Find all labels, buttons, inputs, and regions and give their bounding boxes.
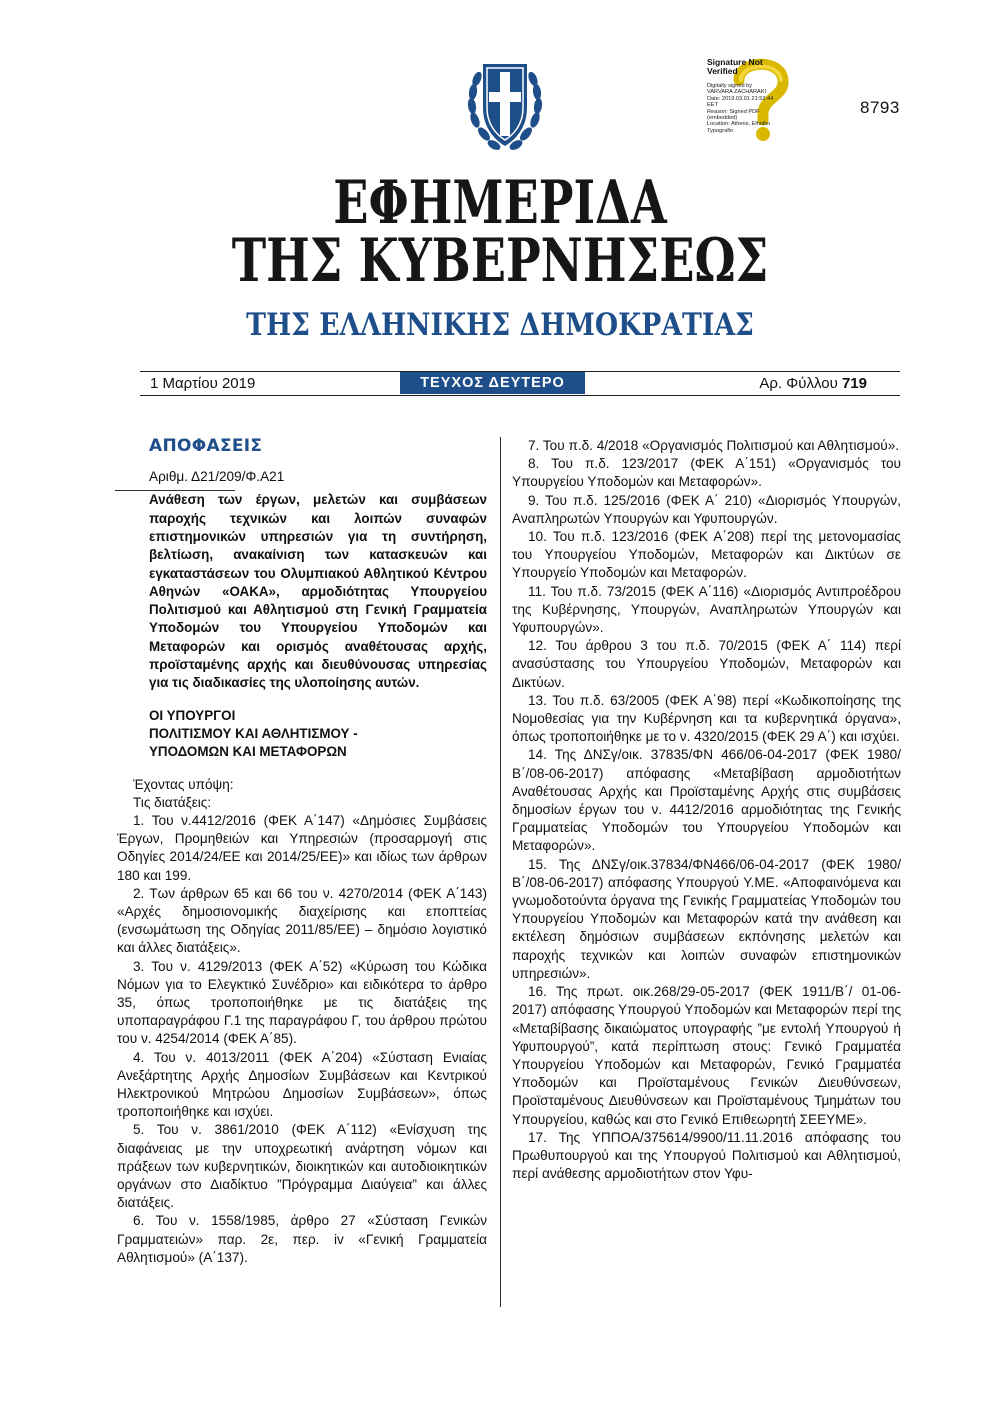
decision-title: Ανάθεση των έργων, μελετών και συμβάσεων παροχής τεχνικών και λοιπών συναφών επιστημονικών υπηρεσιών για τη συντήρηση, βελτίωση, ανακαίνιση των κατασκευών και εγκαταστάσεων του Ολυμπιακού Αθλητικού Κέντρου Αθηνών «ΟΑΚΑ», αρμοδιότητας Υπουργείου Πολιτισμού και Αθλητισμού στη Γενική Γραμματεία Υποδομών του Υπουργείου Υποδομών και Μεταφορών και ορισμός αναθέτουσας αρχής, προϊσταμένης αρχής και διευθύνουσας υπηρεσίας για τις διαδικασίες της υλοποίησης αυτών. <box>149 492 487 691</box>
right-column <box>512 437 901 1183</box>
masthead-title-line2: ΤΗΣ ΚΥΒΕΡΝΗΣΕΩΣ <box>231 226 769 296</box>
provision-paragraph: 7. Του π.δ. 4/2018 «Οργανισμός Πολιτισμού και Αθλητισμού». <box>528 438 900 453</box>
issue-date: 1 Μαρτίου 2019 <box>150 375 256 392</box>
signature-line: Location: Athens, Ethniko <box>707 121 771 128</box>
signature-line: Typografio <box>707 127 734 134</box>
provision-paragraph: 12. Του άρθρου 3 του π.δ. 70/2015 (ΦΕΚ Α΄ 114) περί ανασύστασης του Υπουργείου Υποδομών, Μεταφορών και Δικτύων. <box>512 638 901 690</box>
provision-paragraph: 5. Του ν. 3861/2010 (ΦΕΚ Α΄112) «Ενίσχυση της διαφάνειας με την υποχρεωτική ανάρτηση νόμων και πράξεων των κυβερνητικών, διοικητικών και αυτοδιοικητικών οργάνων στο Διαδίκτυο ”Πρόγραμμα Διαύγεια” και άλλες διατάξεις. <box>117 1122 487 1211</box>
provision-paragraph: 6. Του ν. 1558/1985, άρθρο 27 «Σύσταση Γενικών Γραμματειών» παρ. 2ε, περ. iv «Γενική Γραμματεία Αθλητισμού» (Α΄137). <box>117 1213 487 1265</box>
intro-line: Έχοντας υπόψη: <box>133 776 234 792</box>
section-heading: ΑΠΟΦΑΣΕΙΣ <box>149 436 263 456</box>
masthead-subtitle: ΤΗΣ ΕΛΛΗΝΙΚΗΣ ΔΗΜΟΚΡΑΤΙΑΣ <box>246 307 754 343</box>
left-column <box>117 437 487 1267</box>
provision-paragraph: 16. Της πρωτ. οικ.268/29-05-2017 (ΦΕΚ 1911/Β΄/ 01-06-2017) απόφασης Υπουργού Υποδομών και Μεταφορών περί της «Μεταβίβασης δικαιώματος υπογραφής ”με εντολή Υπουργού ή Υφυπουργού”, κατά περίπτωση στους: Γενικό Γραμματέα Υπουργείου Υποδομών και Μεταφορών, Γενικό Γραμματέα Υποδομών και Προϊσταμένους Γενικών Διευθύνσεων, Προϊσταμένους Διευθύνσεων και Προϊσταμένους Τμημάτων του Υπουργείου, καθώς και στο Γενικό Επιθεωρητή ΣΕΕΥΜΕ». <box>512 984 901 1127</box>
signature-stamp <box>707 58 807 138</box>
decision-number: Αριθμ. Δ21/209/Φ.Α21 <box>149 469 285 485</box>
masthead-title-line1: ΕΦΗΜΕΡΙΔΑ <box>333 168 667 238</box>
signature-line: Digitally signed by <box>707 83 753 89</box>
provision-paragraph: 13. Του π.δ. 63/2005 (ΦΕΚ Α΄98) περί «Κωδικοποίησης της Νομοθεσίας για την Κυβέρνηση και τα κυβερνητικά όργανα», όπως τροποποιήθηκε με το ν. 4320/2015 (ΦΕΚ 29 Α΄) και ισχύει. <box>512 692 901 745</box>
provision-paragraph: 4. Του ν. 4013/2011 (ΦΕΚ Α΄204) «Σύσταση Ενιαίας Ανεξάρτητης Αρχής Δημοσίων Συμβάσεων και Κεντρικού Ηλεκτρονικού Μητρώου Δημοσίων Συμβάσεων», όπως τροποποιήθηκε και ισχύει. <box>117 1049 487 1120</box>
provision-paragraph: 11. Του π.δ. 73/2015 (ΦΕΚ Α΄116) «Διορισμός Αντιπροέδρου της Κυβέρνησης, Υπουργών, Αναπληρωτών Υπουργών και Υφυπουργών». <box>512 583 901 636</box>
provision-paragraph: 10. Του π.δ. 123/2016 (ΦΕΚ Α΄208) περί της μετονομασίας του Υπουργείου Υποδομών, Μεταφορών και Δικτύων σε Υπουργείο Υποδομών και Μεταφορών. <box>512 529 901 581</box>
signature-line: Date: 2019.03.01 21:52:44 <box>707 95 774 102</box>
signature-line: VARVARA ZACHARAKI <box>707 89 767 96</box>
intro-line: Τις διατάξεις: <box>133 794 212 810</box>
signature-details <box>707 83 797 134</box>
provision-paragraph: 2. Των άρθρων 65 και 66 του ν. 4270/2014 (ΦΕΚ Α΄143) «Αρχές δημοσιονομικής διαχείρισης και εποπτείας (ενσωμάτωση της Οδηγίας 2011/85/ΕΕ) – δημόσιο λογιστικό και άλλες διατάξεις». <box>117 885 487 956</box>
header-rule-bottom <box>140 395 900 396</box>
signature-line: EET <box>707 102 718 109</box>
column-divider <box>500 437 501 1307</box>
provision-paragraph: 1. Του ν.4412/2016 (ΦΕΚ Α΄147) «Δημόσιες Συμβάσεις Έργων, Προμηθειών και Υπηρεσιών (προσαρμογή στις Οδηγίες 2014/24/ΕΕ και 2014/25/ΕΕ)» και ιδίως των άρθρων 180 και 199. <box>117 812 487 883</box>
issue-label: ΤΕΥΧΟΣ ΔΕΥΤΕΡΟ <box>400 372 585 394</box>
provision-paragraph: 17. Της ΥΠΠΟΑ/375614/9900/11.11.2016 απόφασης του Πρωθυπουργού και της Υπουργού Πολιτισμού και Αθλητισμού, περί ανάθεσης αρμοδιοτήτων στον Υφυ- <box>512 1129 901 1182</box>
provision-paragraph: 14. Της ΔΝΣγ/οικ. 37835/ΦΝ 466/06-04-2017 (ΦΕΚ 1980/Β΄/08-06-2017) απόφασης «Μεταβίβαση αρμοδιοτήτων Αναθέτουσας Αρχής και Προϊσταμένης Αρχής στις συμβάσεις δημοσίων έργων του ν. 4412/2016 αρμοδιότητας της Γενικής Γραμματείας Υποδομών του Υπουργείου Υποδομών και Μεταφορών». <box>512 747 901 854</box>
provision-paragraph: 3. Του ν. 4129/2013 (ΦΕΚ Α΄52) «Κύρωση του Κώδικα Νόμων για το Ελεγκτικό Συνέδριο» και ειδικότερα το άρθρο 35, όπως τροποποιήθηκε με τις διατάξεις της υποπαραγράφου Γ.1 της παραγράφου Γ, του άρθρου πρώτου του ν. 4254/2014 (ΦΕΚ Α΄85). <box>117 958 487 1047</box>
provision-paragraph: 9. Του π.δ. 125/2016 (ΦΕΚ Α΄ 210) «Διορισμός Υπουργών, Αναπληρωτών Υπουργών και Υφυπουργών. <box>512 492 901 526</box>
signature-line: Reason: Signed PDF <box>707 108 760 115</box>
page-number: 8793 <box>860 98 900 117</box>
ministers-line: ΟΙ ΥΠΟΥΡΓΟΙ <box>149 707 236 723</box>
sheet-label: Αρ. Φύλλου <box>759 375 838 392</box>
sheet-number-value: 719 <box>841 375 867 392</box>
signature-line: (embedded) <box>707 115 738 122</box>
provision-paragraph: 15. Της ΔΝΣγ/οικ.37834/ΦΝ466/06-04-2017 (ΦΕΚ 1980/Β΄/08-06-2017) απόφασης Υπουργού Υ.ΜΕ. «Αποφαινόμενα και γνωμοδοτούντα όργανα της Γενικής Γραμματείας Υποδομών του Υπουργείου Υποδομών και Μεταφορών κατά την ανάθεση και εκτέλεση δημόσιων συμβάσεων εκπόνησης μελετών και παροχής τεχνικών και λοιπών συναφών επιστημονικών υπηρεσιών». <box>512 856 901 981</box>
signature-title: Signature Not Verified <box>707 57 763 76</box>
ministers-heading <box>149 707 487 762</box>
ministers-line: ΥΠΟΔΟΜΩΝ ΚΑΙ ΜΕΤΑΦΟΡΩΝ <box>149 744 347 760</box>
provision-paragraph: 8. Του π.δ. 123/2017 (ΦΕΚ Α΄151) «Οργανισμός του Υπουργείου Υποδομών και Μεταφορών». <box>512 456 901 490</box>
sheet-number <box>732 375 867 392</box>
ministers-line: ΠΟΛΙΤΙΣΜΟΥ ΚΑΙ ΑΘΛΗΤΙΣΜΟΥ - <box>149 725 358 741</box>
greek-coat-of-arms-icon <box>465 50 545 158</box>
